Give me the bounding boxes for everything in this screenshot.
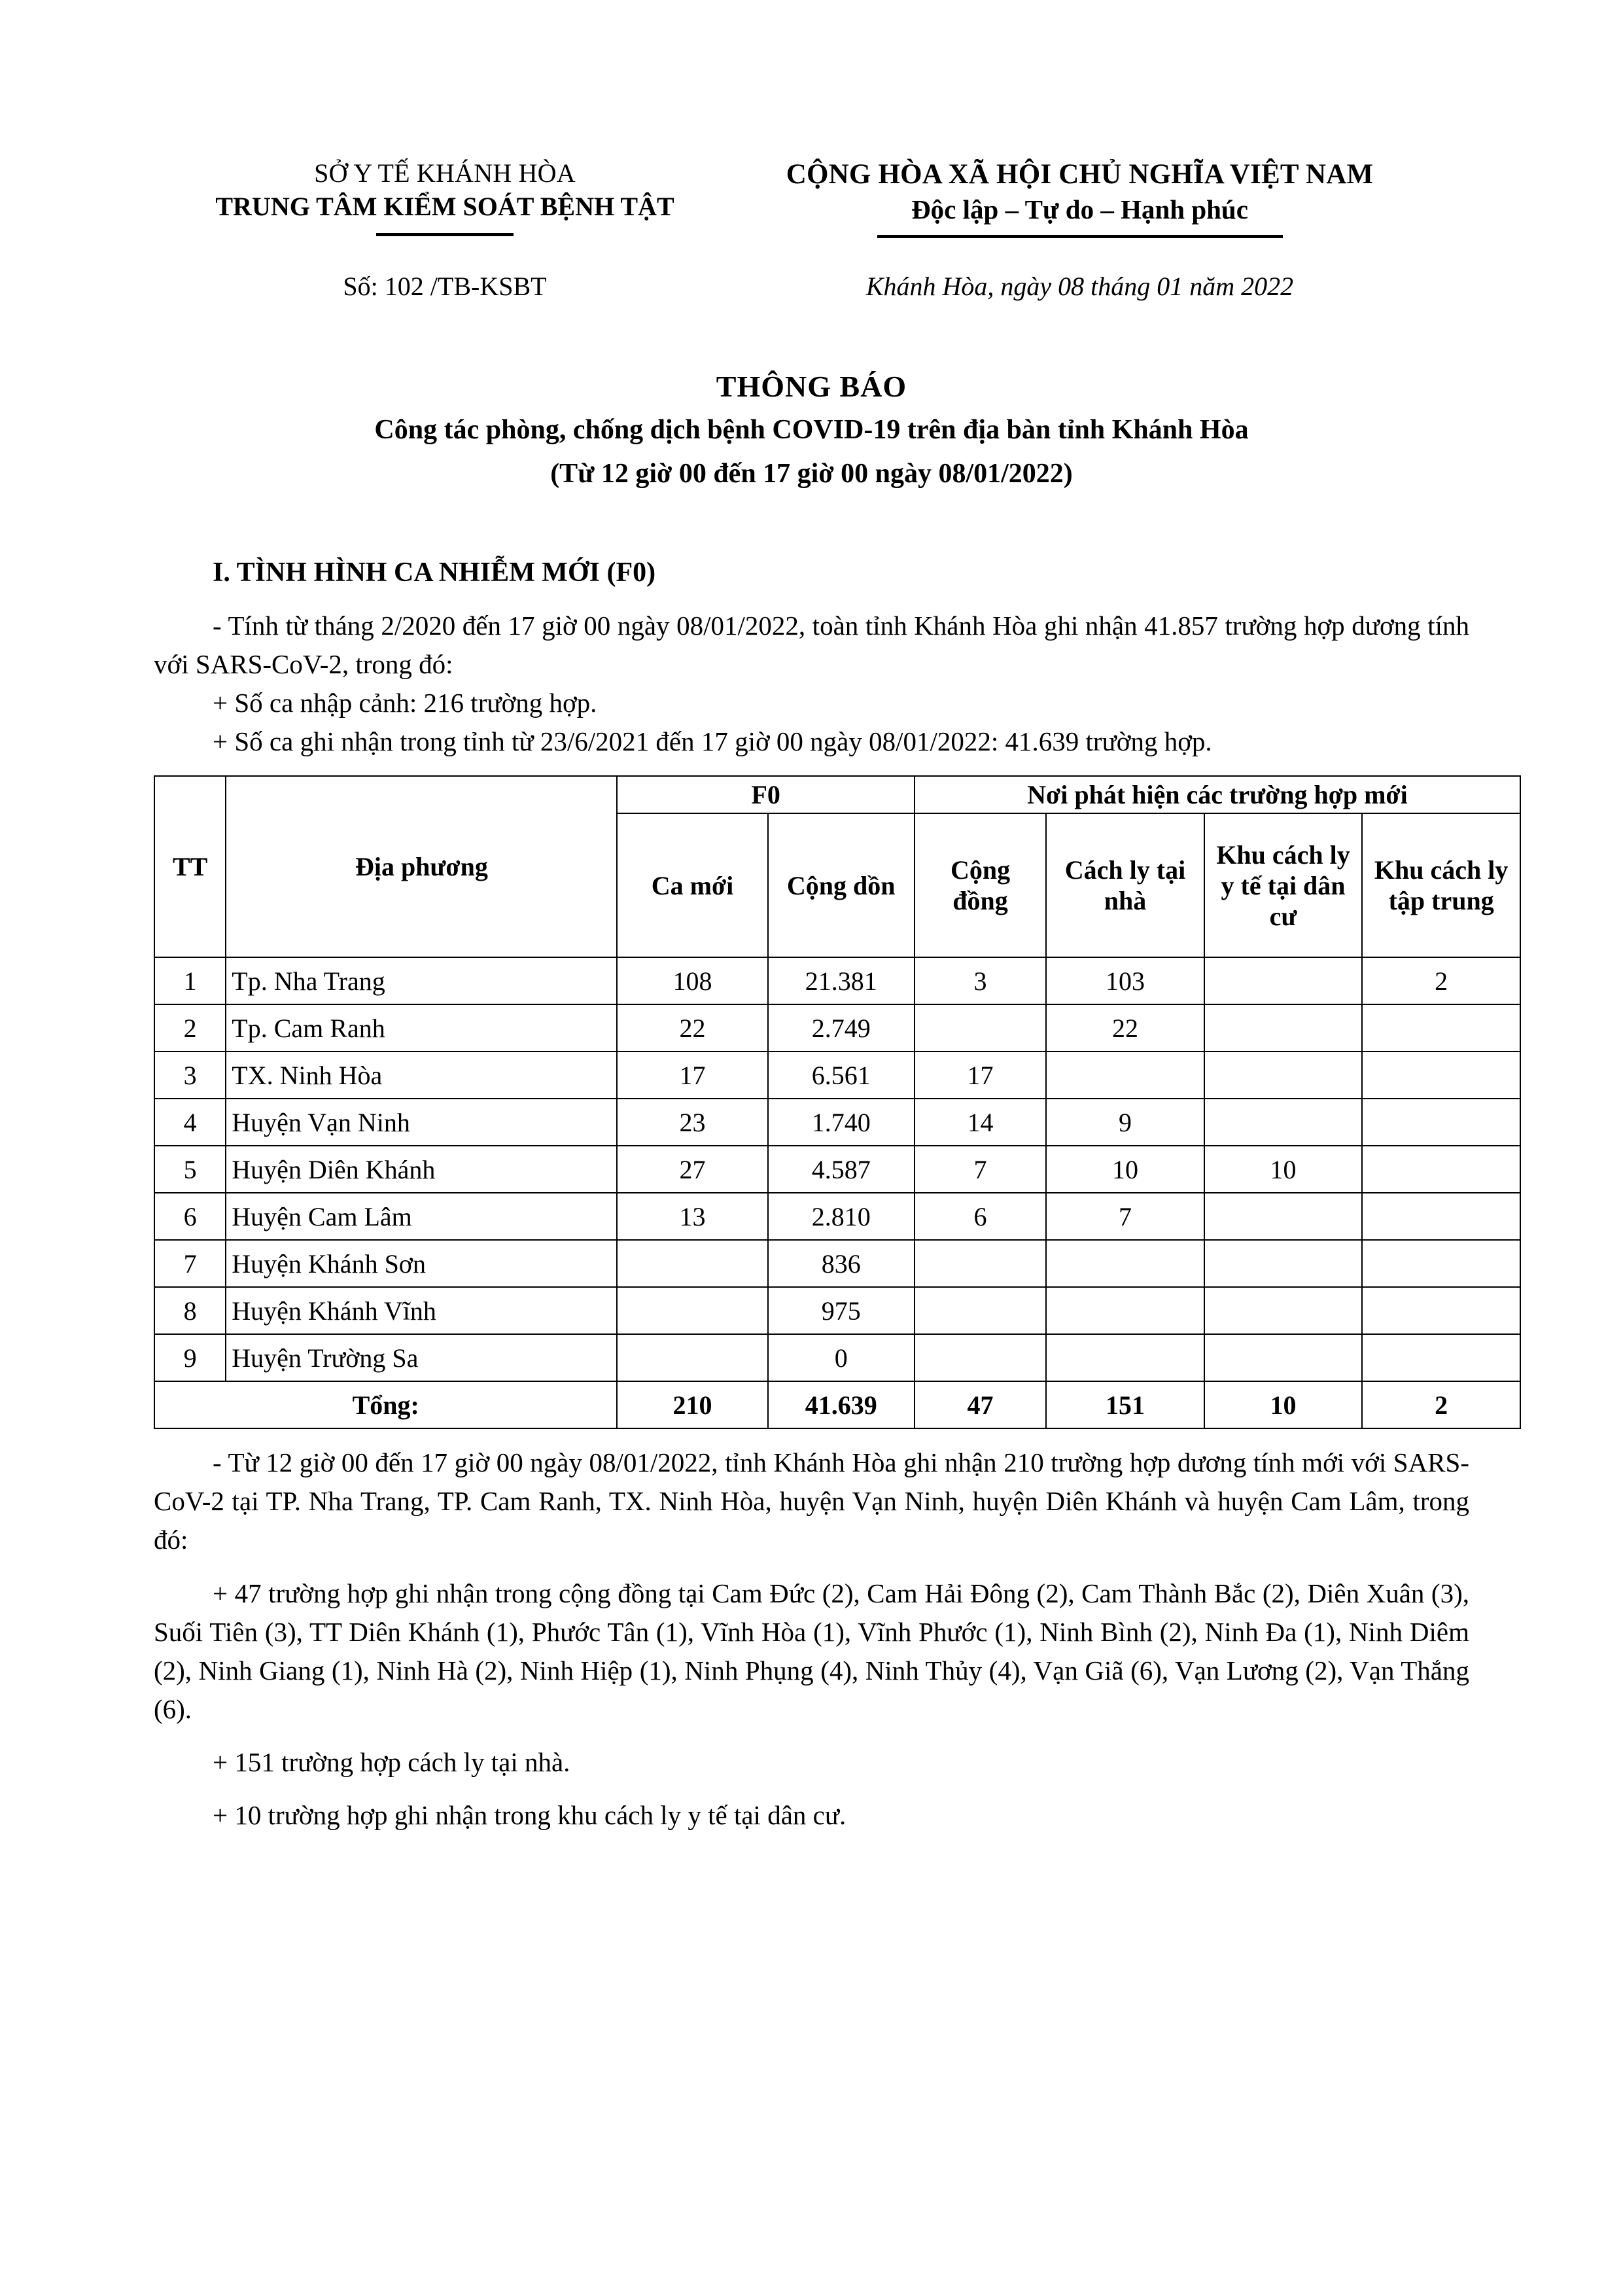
cell-residential-zone — [1204, 1193, 1363, 1240]
cell-total-label: Tổng: — [154, 1381, 617, 1428]
cell-locality: Tp. Cam Ranh — [226, 1004, 617, 1051]
table-row — [154, 1004, 1520, 1051]
section-1-paragraph-2: + Số ca nhập cảnh: 216 trường hợp. — [213, 688, 597, 718]
cell-cumulative: 0 — [768, 1334, 915, 1381]
cell-central-zone — [1362, 1004, 1520, 1051]
header-central-zone: Khu cách ly tập trung — [1362, 813, 1520, 957]
document-number: Số: 102 /TB-KSBT — [343, 272, 547, 302]
subheader-row — [0, 271, 1623, 302]
cell-new-cases — [617, 1287, 767, 1334]
cell-locality: Huyện Vạn Ninh — [226, 1099, 617, 1146]
cell-tt: 2 — [154, 1004, 226, 1051]
cell-community: 14 — [915, 1099, 1046, 1146]
country-name: CỘNG HÒA XÃ HỘI CHỦ NGHĨA VIỆT NAM — [786, 159, 1374, 190]
cell-home-quarantine — [1046, 1287, 1204, 1334]
stats-table-wrapper — [154, 775, 1509, 1429]
issuing-authority-block — [203, 157, 687, 238]
cell-home-quarantine: 10 — [1046, 1146, 1204, 1193]
cell-locality: Huyện Khánh Vĩnh — [226, 1287, 617, 1334]
table-row — [154, 1287, 1520, 1334]
bullet-home-quarantine: + 151 trường hợp cách ly tại nhà. — [213, 1746, 570, 1777]
cell-tt: 8 — [154, 1287, 226, 1334]
header-cumulative: Cộng dồn — [768, 813, 915, 957]
cell-home-quarantine: 22 — [1046, 1004, 1204, 1051]
table-body — [154, 957, 1520, 1428]
national-motto: Độc lập – Tự do – Hạnh phúc — [911, 194, 1248, 224]
cell-community — [915, 1004, 1046, 1051]
cell-home-quarantine — [1046, 1051, 1204, 1099]
cell-cumulative: 2.749 — [768, 1004, 915, 1051]
cell-central-zone — [1362, 1051, 1520, 1099]
cell-central-zone — [1362, 1099, 1520, 1146]
title-block — [0, 367, 1623, 494]
cell-central-zone — [1362, 1146, 1520, 1193]
cell-community: 17 — [915, 1051, 1046, 1099]
header-community: Cộng đồng — [915, 813, 1046, 957]
cell-residential-zone — [1204, 1334, 1363, 1381]
table-row — [154, 1051, 1520, 1099]
cell-residential-zone — [1204, 1099, 1363, 1146]
cell-cumulative: 1.740 — [768, 1099, 915, 1146]
cell-tt: 7 — [154, 1240, 226, 1287]
cell-residential-zone — [1204, 1004, 1363, 1051]
bullet-community-cases: + 47 trường hợp ghi nhận trong cộng đồng tại Cam Đức (2), Cam Hải Đông (2), Cam Thành Bắc (2), Diên Xuân (3), Suối Tiên (3), TT Diên Khánh (1), Phước Tân (1), Vĩnh Hòa (1), Vĩnh Phước (1), Ninh Bình (2), Ninh Đa (1), Ninh Diêm (2), Ninh Giang (1), Ninh Hà (2), Ninh Hiệp (1), Ninh Phụng (4), Ninh Thủy (4), Vạn Giã (6), Vạn Lương (2), Vạn Thắng (6). — [154, 1578, 1469, 1724]
table-row — [154, 1334, 1520, 1381]
page-title: THÔNG BÁO — [716, 370, 907, 404]
cell-new-cases: 13 — [617, 1193, 767, 1240]
cell-central-zone — [1362, 1287, 1520, 1334]
header-locality: Địa phương — [226, 776, 617, 957]
cell-new-cases: 27 — [617, 1146, 767, 1193]
left-rule — [376, 233, 514, 236]
cell-central-zone: 2 — [1362, 957, 1520, 1004]
cell-central-zone — [1362, 1193, 1520, 1240]
table-row — [154, 957, 1520, 1004]
cell-new-cases: 22 — [617, 1004, 767, 1051]
cell-locality: Huyện Trường Sa — [226, 1334, 617, 1381]
cell-new-cases — [617, 1334, 767, 1381]
cell-community — [915, 1287, 1046, 1334]
department-name: SỞ Y TẾ KHÁNH HÒA — [314, 158, 576, 188]
cell-community: 6 — [915, 1193, 1046, 1240]
right-rule — [877, 235, 1283, 238]
cell-total-new-cases: 210 — [617, 1381, 767, 1428]
cell-tt: 6 — [154, 1193, 226, 1240]
table-head — [154, 776, 1520, 957]
cell-cumulative: 2.810 — [768, 1193, 915, 1240]
table-row — [154, 1146, 1520, 1193]
cell-residential-zone — [1204, 957, 1363, 1004]
cell-cumulative: 975 — [768, 1287, 915, 1334]
table-total-row — [154, 1381, 1520, 1428]
header-residential-zone: Khu cách ly y tế tại dân cư — [1204, 813, 1363, 957]
cell-home-quarantine — [1046, 1240, 1204, 1287]
table-header-group-row — [154, 776, 1520, 813]
table-row — [154, 1193, 1520, 1240]
cell-residential-zone — [1204, 1240, 1363, 1287]
cell-home-quarantine: 103 — [1046, 957, 1204, 1004]
cell-locality: TX. Ninh Hòa — [226, 1051, 617, 1099]
header-group-detection-place: Nơi phát hiện các trường hợp mới — [915, 776, 1520, 813]
cell-new-cases: 108 — [617, 957, 767, 1004]
cell-locality: Huyện Cam Lâm — [226, 1193, 617, 1240]
cell-total-residential-zone: 10 — [1204, 1381, 1363, 1428]
section-1-paragraph-3: + Số ca ghi nhận trong tỉnh từ 23/6/2021 đến 17 giờ 00 ngày 08/01/2022: 41.639 trường hợp. — [213, 726, 1212, 757]
paragraph-after-table: - Từ 12 giờ 00 đến 17 giờ 00 ngày 08/01/2022, tỉnh Khánh Hòa ghi nhận 210 trường hợp dương tính mới với SARS-CoV-2 tại TP. Nha Trang, TP. Cam Ranh, TX. Ninh Hòa, huyện Vạn Ninh, huyện Diên Khánh và huyện Cam Lâm, trong đó: — [154, 1447, 1469, 1555]
cell-tt: 9 — [154, 1334, 226, 1381]
cell-central-zone — [1362, 1240, 1520, 1287]
cell-cumulative: 836 — [768, 1240, 915, 1287]
section-1-heading: I. TÌNH HÌNH CA NHIỄM MỚI (F0) — [213, 557, 656, 588]
header-group-f0: F0 — [617, 776, 914, 813]
cell-cumulative: 6.561 — [768, 1051, 915, 1099]
table-row — [154, 1099, 1520, 1146]
cell-home-quarantine: 7 — [1046, 1193, 1204, 1240]
table-row — [154, 1240, 1520, 1287]
cell-locality: Huyện Khánh Sơn — [226, 1240, 617, 1287]
cell-central-zone — [1362, 1334, 1520, 1381]
subtitle-line-2: (Từ 12 giờ 00 đến 17 giờ 00 ngày 08/01/2022) — [550, 458, 1073, 489]
bullet-residential-zone: + 10 trường hợp ghi nhận trong khu cách ly y tế tại dân cư. — [213, 1799, 846, 1830]
cell-total-home-quarantine: 151 — [1046, 1381, 1204, 1428]
national-heading-block — [687, 157, 1473, 238]
place-and-date: Khánh Hòa, ngày 08 tháng 01 năm 2022 — [865, 272, 1294, 302]
cell-home-quarantine — [1046, 1334, 1204, 1381]
cell-home-quarantine: 9 — [1046, 1099, 1204, 1146]
cell-community — [915, 1334, 1046, 1381]
cell-tt: 4 — [154, 1099, 226, 1146]
cell-tt: 1 — [154, 957, 226, 1004]
cell-residential-zone — [1204, 1051, 1363, 1099]
cell-total-central-zone: 2 — [1362, 1381, 1520, 1428]
cell-new-cases: 17 — [617, 1051, 767, 1099]
header-tt: TT — [154, 776, 226, 957]
header-new-cases: Ca mới — [617, 813, 767, 957]
subtitle-line-1: Công tác phòng, chống dịch bệnh COVID-19 trên địa bàn tỉnh Khánh Hòa — [374, 414, 1249, 445]
cell-cumulative: 4.587 — [768, 1146, 915, 1193]
cell-tt: 5 — [154, 1146, 226, 1193]
cell-locality: Huyện Diên Khánh — [226, 1146, 617, 1193]
cell-locality: Tp. Nha Trang — [226, 957, 617, 1004]
cell-total-cumulative: 41.639 — [768, 1381, 915, 1428]
covid-stats-table — [154, 775, 1521, 1429]
cell-residential-zone — [1204, 1287, 1363, 1334]
cell-tt: 3 — [154, 1051, 226, 1099]
section-1-paragraph-1: - Tính từ tháng 2/2020 đến 17 giờ 00 ngày 08/01/2022, toàn tỉnh Khánh Hòa ghi nhận 41.857 trường hợp dương tính với SARS-CoV-2, trong đó: — [154, 610, 1469, 680]
cell-residential-zone: 10 — [1204, 1146, 1363, 1193]
header-home-quarantine: Cách ly tại nhà — [1046, 813, 1204, 957]
document-body — [154, 553, 1509, 1835]
cell-community: 7 — [915, 1146, 1046, 1193]
cell-community — [915, 1240, 1046, 1287]
cell-community: 3 — [915, 957, 1046, 1004]
cell-new-cases — [617, 1240, 767, 1287]
cell-total-community: 47 — [915, 1381, 1046, 1428]
cell-cumulative: 21.381 — [768, 957, 915, 1004]
cell-new-cases: 23 — [617, 1099, 767, 1146]
center-name: TRUNG TÂM KIỂM SOÁT BỆNH TẬT — [215, 192, 674, 221]
masthead — [0, 0, 1623, 238]
